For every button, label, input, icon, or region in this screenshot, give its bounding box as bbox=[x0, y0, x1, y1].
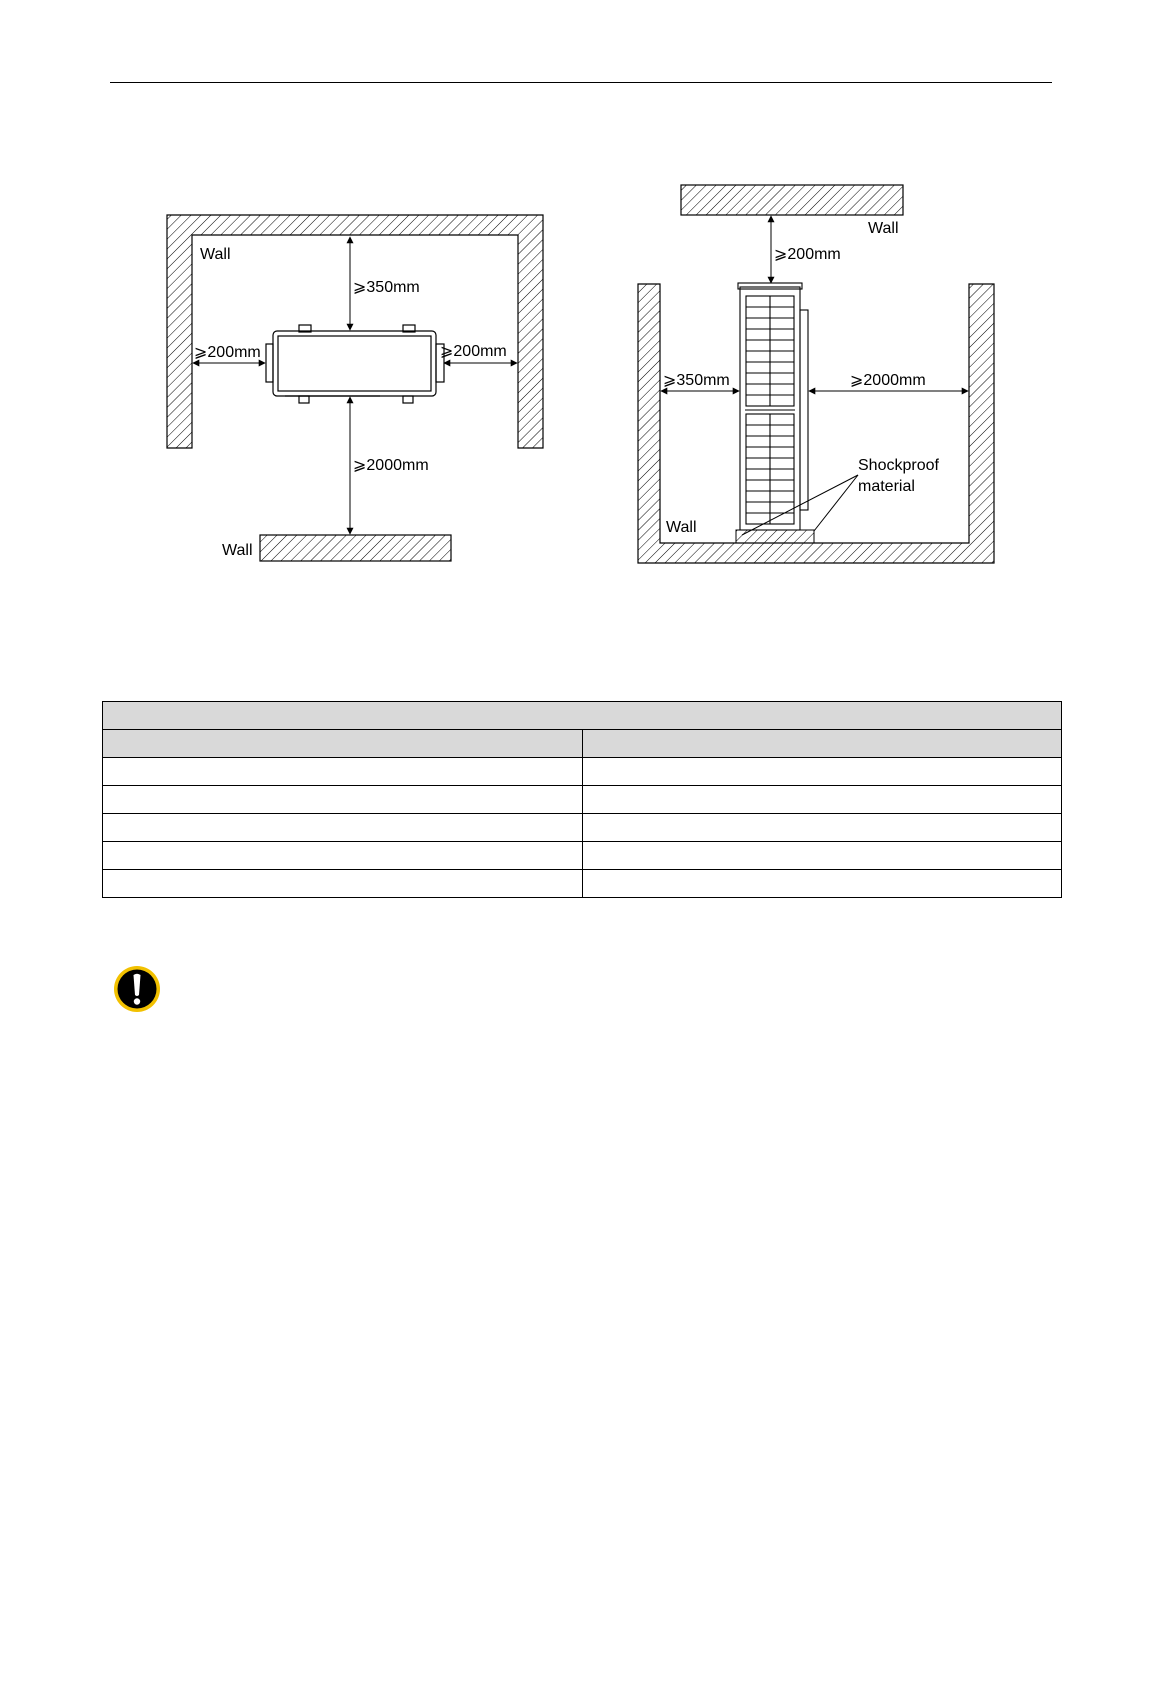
side-view-top-clearance: ⩾200mm bbox=[774, 246, 841, 263]
table-row bbox=[103, 758, 1062, 786]
top-view-left-clearance: ⩾200mm bbox=[194, 344, 261, 361]
top-view-right-clearance: ⩾200mm bbox=[440, 343, 507, 360]
table-cell bbox=[582, 786, 1062, 814]
table-header-cell bbox=[103, 730, 583, 758]
table-title bbox=[103, 702, 1062, 730]
table-cell bbox=[582, 814, 1062, 842]
table-row bbox=[103, 842, 1062, 870]
table-title-row bbox=[103, 702, 1062, 730]
table-cell bbox=[582, 842, 1062, 870]
exclamation-icon bbox=[112, 964, 162, 1014]
top-view-wall-label: Wall bbox=[200, 246, 231, 263]
spec-table bbox=[102, 701, 1062, 898]
top-view-front-clearance: ⩾2000mm bbox=[353, 457, 429, 474]
table-cell bbox=[103, 842, 583, 870]
table-row bbox=[103, 814, 1062, 842]
table-cell bbox=[103, 814, 583, 842]
table-cell bbox=[103, 870, 583, 898]
table-cell bbox=[582, 870, 1062, 898]
table-cell bbox=[582, 758, 1062, 786]
table-cell bbox=[103, 786, 583, 814]
top-view-front-wall-label: Wall bbox=[222, 542, 253, 559]
table-header-row bbox=[103, 730, 1062, 758]
table-row bbox=[103, 786, 1062, 814]
side-view-left-clearance: ⩾350mm bbox=[663, 372, 730, 389]
shockproof-label-line1: Shockproof bbox=[858, 457, 939, 474]
top-view-rear-clearance: ⩾350mm bbox=[353, 279, 420, 296]
side-view-top-wall bbox=[681, 185, 903, 215]
side-view-floor-wall-label: Wall bbox=[666, 519, 697, 536]
table-header-cell bbox=[582, 730, 1062, 758]
table-cell bbox=[103, 758, 583, 786]
side-view-unit bbox=[738, 283, 808, 530]
side-view-top-wall-label: Wall bbox=[868, 220, 899, 237]
side-view-diagram bbox=[0, 0, 1163, 620]
shockproof-label-line2: material bbox=[858, 478, 915, 495]
table-row bbox=[103, 870, 1062, 898]
side-view-right-clearance: ⩾2000mm bbox=[850, 372, 926, 389]
